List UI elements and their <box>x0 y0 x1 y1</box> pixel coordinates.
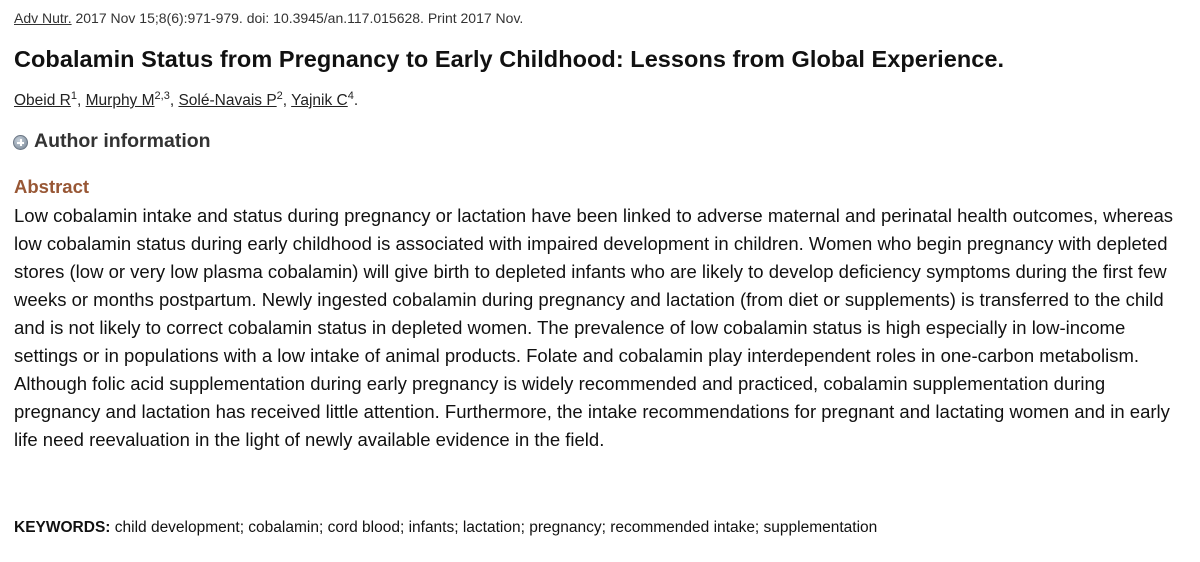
author-separator: , <box>169 92 179 109</box>
keywords-line <box>14 519 877 537</box>
citation-details: 2017 Nov 15;8(6):971-979. doi: 10.3945/an.117.015628. Print 2017 Nov. <box>71 10 524 26</box>
author-link[interactable]: Murphy M <box>85 92 155 109</box>
abstract-heading: Abstract <box>14 176 90 197</box>
author-separator: . <box>353 92 359 109</box>
abstract-text: Low cobalamin intake and status during pregnancy or lactation have been linked to adverse maternal and perinatal health outcomes, whereas low cobalamin status during early childhood is associated with impaired development in children. Women who begin pregnancy with depleted stores (low or very low plasma cobalamin) will give birth to depleted infants who are likely to develop deficiency symptoms during the first few weeks or months postpartum. Newly ingested cobalamin during pregnancy and lactation (from diet or supplements) is transferred to the child and is not likely to correct cobalamin status in depleted women. The prevalence of low cobalamin status is high especially in low-income settings or in populations with a low intake of animal products. Folate and cobalamin play interdependent roles in one-carbon metabolism. Although folic acid supplementation during early pregnancy is widely recommended and practiced, cobalamin supplementation during pregnancy and lactation has received little attention. Furthermore, the intake recommendations for pregnant and lactating women and in early life need reevaluation in the light of newly available evidence in the field. <box>14 205 1174 450</box>
author-link[interactable]: Obeid R <box>14 92 71 109</box>
author-information-toggle[interactable] <box>13 130 211 153</box>
author-information-label: Author information <box>34 130 211 152</box>
citation-line <box>14 10 523 26</box>
author-link[interactable]: Solé-Navais P <box>178 92 277 109</box>
article-title: Cobalamin Status from Pregnancy to Early Childhood: Lessons from Global Experience. <box>14 46 1005 72</box>
keywords-label: KEYWORDS: <box>14 519 111 536</box>
keywords-values: child development; cobalamin; cord blood; infants; lactation; pregnancy; recommended intake; supplementation <box>110 519 878 536</box>
author-separator: , <box>282 92 292 109</box>
author-list <box>14 92 358 110</box>
author-affiliation: 2 <box>276 90 283 102</box>
author-affiliation: 4 <box>347 90 354 102</box>
journal-link[interactable]: Adv Nutr. <box>14 10 72 26</box>
author-affiliation: 2,3 <box>154 90 170 102</box>
author-link[interactable]: Yajnik C <box>291 92 348 109</box>
plus-circle-icon[interactable] <box>13 135 28 150</box>
author-separator: , <box>77 92 86 109</box>
author-affiliation: 1 <box>70 90 77 102</box>
